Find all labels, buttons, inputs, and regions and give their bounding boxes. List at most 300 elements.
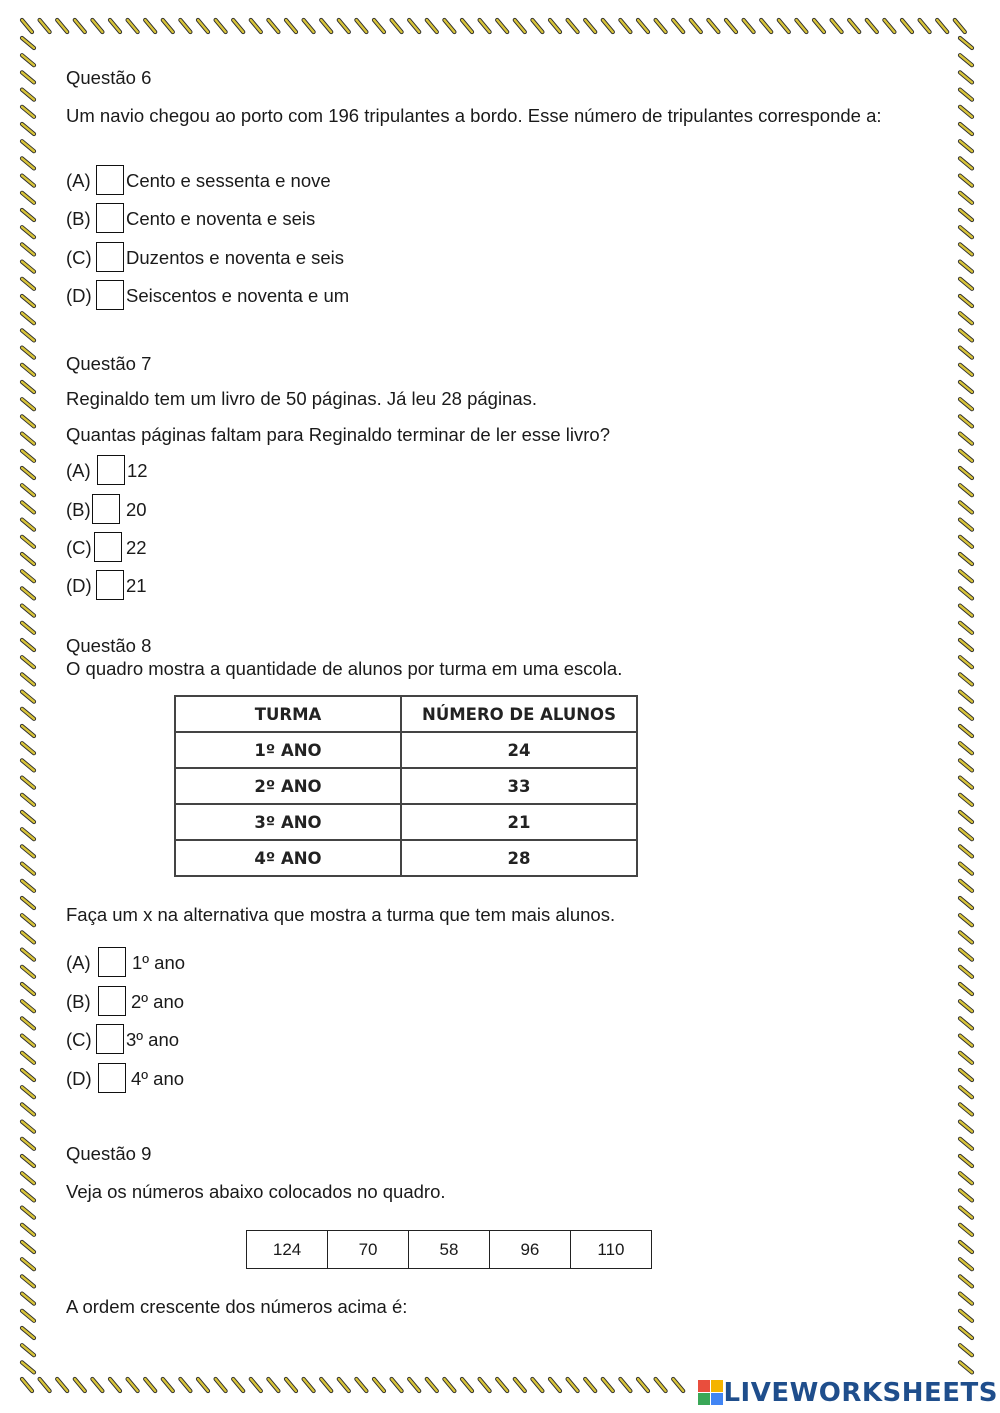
pencil-icon <box>960 485 972 495</box>
pencil-icon <box>22 554 34 564</box>
option-label: (D) <box>66 1068 92 1089</box>
answer-checkbox[interactable] <box>92 494 120 524</box>
pencil-icon <box>22 967 34 977</box>
pencil-icon <box>22 640 34 650</box>
option-text: Cento e noventa e seis <box>126 208 316 229</box>
option-text: 2º ano <box>131 991 185 1012</box>
pencil-icon <box>22 348 34 358</box>
pencil-icon <box>22 1345 34 1355</box>
pencil-icon <box>22 846 34 856</box>
table-row <box>247 1231 652 1269</box>
option-text: 22 <box>126 537 147 558</box>
pencil-icon <box>638 1379 648 1391</box>
q7-line1: Reginaldo tem um livro de 50 páginas. Já leu 28 páginas. <box>66 388 538 409</box>
pencil-icon <box>960 709 972 719</box>
pencil-icon <box>960 1328 972 1338</box>
answer-checkbox[interactable] <box>96 280 124 310</box>
liveworksheets-logo <box>698 1378 998 1408</box>
pencil-icon <box>960 1104 972 1114</box>
pencil-icon <box>22 72 34 82</box>
pencil-icon <box>960 554 972 564</box>
pencil-icon <box>814 20 824 32</box>
pencil-icon <box>462 20 472 32</box>
pencil-icon <box>22 864 34 874</box>
pencil-icon <box>960 502 972 512</box>
pencil-icon <box>22 623 34 633</box>
pencil-icon <box>22 1225 34 1235</box>
pencil-icon <box>268 1379 278 1391</box>
pencil-icon <box>603 20 613 32</box>
pencil-icon <box>22 881 34 891</box>
table-cell: 1º ANO <box>175 732 401 768</box>
table-cell: 2º ANO <box>175 768 401 804</box>
pencil-icon <box>960 210 972 220</box>
number-cell: 96 <box>489 1231 570 1269</box>
pencil-icon <box>22 502 34 512</box>
pencil-icon <box>960 382 972 392</box>
pencil-icon <box>920 20 930 32</box>
pencil-icon <box>22 20 32 32</box>
pencil-icon <box>22 692 34 702</box>
pencil-icon <box>22 468 34 478</box>
pencil-icon <box>22 141 34 151</box>
table-cell: 4º ANO <box>175 840 401 876</box>
pencil-icon <box>497 1379 507 1391</box>
option-label: (A) <box>66 170 91 191</box>
pencil-icon <box>339 1379 349 1391</box>
pencil-icon <box>22 657 34 667</box>
pencil-icon <box>960 296 972 306</box>
pencil-icon <box>656 1379 666 1391</box>
pencil-icon <box>22 1328 34 1338</box>
pencil-icon <box>22 1104 34 1114</box>
pencil-icon <box>92 20 102 32</box>
q7-title: Questão 7 <box>66 353 152 374</box>
pencil-icon <box>145 20 155 32</box>
pencil-icon <box>22 898 34 908</box>
pencil-icon <box>304 1379 314 1391</box>
pencil-icon <box>286 1379 296 1391</box>
pencil-icon <box>444 1379 454 1391</box>
pencil-icon <box>884 20 894 32</box>
pencil-icon <box>22 38 34 48</box>
pencil-icon <box>960 967 972 977</box>
pencil-icon <box>22 588 34 598</box>
answer-checkbox[interactable] <box>96 242 124 272</box>
option-text: 1º ano <box>132 952 186 973</box>
pencil-icon <box>75 20 85 32</box>
pencil-icon <box>268 20 278 32</box>
pencil-icon <box>92 1379 102 1391</box>
pencil-icon <box>22 537 34 547</box>
pencil-icon <box>960 348 972 358</box>
pencil-icon <box>22 382 34 392</box>
table-header-row <box>175 696 637 732</box>
pencil-icon <box>960 1242 972 1252</box>
pencil-icon <box>497 20 507 32</box>
pencil-icon <box>568 20 578 32</box>
pencil-icon <box>356 20 366 32</box>
pencil-icon <box>960 1001 972 1011</box>
pencil-icon <box>392 20 402 32</box>
table-row <box>175 840 637 876</box>
pencil-icon <box>22 158 34 168</box>
pencil-icon <box>22 330 34 340</box>
pencil-icon <box>180 1379 190 1391</box>
pencil-icon <box>960 1259 972 1269</box>
number-cell: 124 <box>247 1231 328 1269</box>
pencil-icon <box>960 468 972 478</box>
option-label: (B) <box>66 499 91 520</box>
pencil-icon <box>22 606 34 616</box>
pencil-icon <box>22 485 34 495</box>
option-label: (A) <box>66 460 91 481</box>
q9-title: Questão 9 <box>66 1143 152 1164</box>
pencil-icon <box>22 1139 34 1149</box>
pencil-icon <box>57 20 67 32</box>
pencil-icon <box>960 158 972 168</box>
pencil-icon <box>22 812 34 822</box>
option-text: Duzentos e noventa e seis <box>126 247 345 268</box>
pencil-icon <box>22 1036 34 1046</box>
pencil-icon <box>110 1379 120 1391</box>
pencil-icon <box>960 1225 972 1235</box>
pencil-icon <box>960 846 972 856</box>
pencil-icon <box>960 520 972 530</box>
pencil-icon <box>22 451 34 461</box>
pencil-icon <box>960 537 972 547</box>
pencil-icon <box>22 1018 34 1028</box>
numbers-table <box>246 1230 652 1269</box>
q9-prompt: A ordem crescente dos números acima é: <box>66 1296 408 1317</box>
pencil-icon <box>960 279 972 289</box>
pencil-icon <box>22 1259 34 1269</box>
pencil-icon <box>22 1070 34 1080</box>
pencil-icon <box>198 20 208 32</box>
answer-checkbox[interactable] <box>96 570 124 600</box>
pencil-icon <box>673 20 683 32</box>
pencil-icon <box>585 1379 595 1391</box>
q8-instruction: Faça um x na alternativa que mostra a turma que tem mais alunos. <box>66 904 616 925</box>
option-label: (A) <box>66 952 91 973</box>
pencil-icon <box>22 1242 34 1252</box>
pencil-icon <box>550 20 560 32</box>
pencil-icon <box>75 1379 85 1391</box>
pencil-icon <box>960 915 972 925</box>
pencil-icon <box>216 20 226 32</box>
pencil-icon <box>960 829 972 839</box>
pencil-icon <box>22 1173 34 1183</box>
pencil-icon <box>960 1087 972 1097</box>
pencil-icon <box>960 898 972 908</box>
pencil-icon <box>22 1087 34 1097</box>
pencil-icon <box>960 1208 972 1218</box>
pencil-icon <box>22 279 34 289</box>
pencil-icon <box>286 20 296 32</box>
pencil-icon <box>22 726 34 736</box>
pencil-icon <box>960 674 972 684</box>
pencil-icon <box>960 107 972 117</box>
answer-checkbox[interactable] <box>94 532 122 562</box>
pencil-icon <box>867 20 877 32</box>
pencil-icon <box>620 20 630 32</box>
table-row <box>175 732 637 768</box>
q6-title: Questão 6 <box>66 67 152 88</box>
pencil-icon <box>321 1379 331 1391</box>
pencil-icon <box>427 1379 437 1391</box>
pencil-icon <box>22 210 34 220</box>
pencil-icon <box>356 1379 366 1391</box>
pencil-icon <box>409 1379 419 1391</box>
pencil-icon <box>22 55 34 65</box>
answer-checkbox[interactable] <box>96 203 124 233</box>
pencil-icon <box>955 20 965 32</box>
pencil-icon <box>960 72 972 82</box>
pencil-icon <box>761 20 771 32</box>
pencil-icon <box>145 1379 155 1391</box>
q9-intro: Veja os números abaixo colocados no quadro. <box>66 1181 446 1202</box>
pencil-icon <box>22 674 34 684</box>
pencil-icon <box>22 709 34 719</box>
pencil-icon <box>960 399 972 409</box>
pencil-icon <box>960 38 972 48</box>
pencil-icon <box>22 90 34 100</box>
answer-checkbox[interactable] <box>96 165 124 195</box>
pencil-icon <box>22 829 34 839</box>
pencil-icon <box>849 20 859 32</box>
pencil-icon <box>691 20 701 32</box>
answer-checkbox[interactable] <box>98 1063 126 1093</box>
pencil-icon <box>960 1070 972 1080</box>
answer-checkbox[interactable] <box>98 986 126 1016</box>
option-label: (B) <box>66 208 91 229</box>
pencil-icon <box>960 778 972 788</box>
answer-checkbox[interactable] <box>98 947 126 977</box>
pencil-icon <box>22 1001 34 1011</box>
pencil-icon <box>960 1276 972 1286</box>
pencil-icon <box>304 20 314 32</box>
pencil-icon <box>656 20 666 32</box>
pencil-icon <box>22 932 34 942</box>
q7-line2: Quantas páginas faltam para Reginaldo terminar de ler esse livro? <box>66 424 610 445</box>
pencil-icon <box>960 760 972 770</box>
pencil-icon <box>233 20 243 32</box>
pencil-icon <box>960 1036 972 1046</box>
pencil-icon <box>374 20 384 32</box>
pencil-icon <box>550 1379 560 1391</box>
option-text: 3º ano <box>126 1029 180 1050</box>
pencil-icon <box>960 881 972 891</box>
table-cell: 3º ANO <box>175 804 401 840</box>
pencil-icon <box>22 743 34 753</box>
pencil-icon <box>960 244 972 254</box>
pencil-icon <box>960 726 972 736</box>
pencil-icon <box>339 20 349 32</box>
pencil-icon <box>22 915 34 925</box>
pencil-icon <box>960 451 972 461</box>
q8-intro: O quadro mostra a quantidade de alunos por turma em uma escola. <box>66 658 623 679</box>
pencil-icon <box>960 262 972 272</box>
pencil-icon <box>251 20 261 32</box>
pencil-icon <box>960 1156 972 1166</box>
pencil-icon <box>321 20 331 32</box>
pencil-icon <box>22 365 34 375</box>
pencil-icon <box>22 416 34 426</box>
q8-title: Questão 8 <box>66 635 152 656</box>
pencil-icon <box>22 984 34 994</box>
pencil-icon <box>638 20 648 32</box>
option-label: (B) <box>66 991 91 1012</box>
pencil-icon <box>40 1379 50 1391</box>
pencil-icon <box>198 1379 208 1391</box>
table-cell: 21 <box>401 804 637 840</box>
pencil-icon <box>22 227 34 237</box>
pencil-icon <box>22 1190 34 1200</box>
option-label: (C) <box>66 537 92 558</box>
option-text: 12 <box>127 460 148 481</box>
pencil-icon <box>960 1345 972 1355</box>
pencil-icon <box>568 1379 578 1391</box>
pencil-icon <box>960 743 972 753</box>
option-text: 4º ano <box>131 1068 185 1089</box>
pencil-icon <box>233 1379 243 1391</box>
pencil-icon <box>960 571 972 581</box>
pencil-icon <box>620 1379 630 1391</box>
q6-stem: Um navio chegou ao porto com 196 tripulantes a bordo. Esse número de tripulantes corresponde a: <box>66 105 882 126</box>
pencil-icon <box>603 1379 613 1391</box>
pencil-icon <box>960 1190 972 1200</box>
option-label: (C) <box>66 1029 92 1050</box>
pencil-icon <box>40 20 50 32</box>
pencil-icon <box>708 20 718 32</box>
pencil-icon <box>960 692 972 702</box>
pencil-icon <box>779 20 789 32</box>
pencil-icon <box>960 1173 972 1183</box>
pencil-icon <box>832 20 842 32</box>
pencil-icon <box>960 984 972 994</box>
pencil-icon <box>960 657 972 667</box>
pencil-icon <box>960 313 972 323</box>
number-cell: 110 <box>570 1231 651 1269</box>
pencil-icon <box>22 313 34 323</box>
pencil-icon <box>796 20 806 32</box>
option-label: (C) <box>66 247 92 268</box>
pencil-icon <box>22 795 34 805</box>
pencil-icon <box>960 1362 972 1372</box>
table-header: TURMA <box>175 696 401 732</box>
number-cell: 70 <box>328 1231 409 1269</box>
pencil-icon <box>515 20 525 32</box>
pencil-icon <box>22 107 34 117</box>
number-cell: 58 <box>409 1231 490 1269</box>
pencil-icon <box>444 20 454 32</box>
pencil-icon <box>960 55 972 65</box>
pencil-icon <box>57 1379 67 1391</box>
pencil-icon <box>480 20 490 32</box>
pencil-icon <box>532 20 542 32</box>
pencil-icon <box>251 1379 261 1391</box>
pencil-icon <box>180 20 190 32</box>
pencil-icon <box>128 1379 138 1391</box>
pencil-icon <box>480 1379 490 1391</box>
pencil-icon <box>960 90 972 100</box>
pencil-icon <box>22 296 34 306</box>
pencil-icon <box>960 812 972 822</box>
option-text: 20 <box>126 499 147 520</box>
pencil-icon <box>462 1379 472 1391</box>
pencil-icon <box>532 1379 542 1391</box>
students-table <box>174 695 638 877</box>
pencil-icon <box>902 20 912 32</box>
pencil-icon <box>128 20 138 32</box>
pencil-icon <box>22 1053 34 1063</box>
pencil-icon <box>22 1311 34 1321</box>
pencil-icon <box>163 20 173 32</box>
pencil-icon <box>22 193 34 203</box>
pencil-icon <box>744 20 754 32</box>
pencil-icon <box>22 1122 34 1132</box>
table-cell: 28 <box>401 840 637 876</box>
pencil-icon <box>673 1379 683 1391</box>
table-cell: 24 <box>401 732 637 768</box>
pencil-icon <box>960 434 972 444</box>
pencil-icon <box>960 623 972 633</box>
table-cell: 33 <box>401 768 637 804</box>
option-text: Seiscentos e noventa e um <box>126 285 350 306</box>
pencil-icon <box>585 20 595 32</box>
pencil-icon <box>22 434 34 444</box>
pencil-icon <box>960 330 972 340</box>
pencil-icon <box>960 1053 972 1063</box>
pencil-icon <box>960 640 972 650</box>
pencil-icon <box>427 20 437 32</box>
pencil-icon <box>392 1379 402 1391</box>
pencil-icon <box>22 571 34 581</box>
pencil-icon <box>960 227 972 237</box>
answer-checkbox[interactable] <box>97 455 125 485</box>
pencil-icon <box>22 950 34 960</box>
pencil-icon <box>960 1122 972 1132</box>
pencil-icon <box>960 606 972 616</box>
pencil-icon <box>960 176 972 186</box>
pencil-icon <box>22 1276 34 1286</box>
pencil-icon <box>22 1294 34 1304</box>
pencil-icon <box>409 20 419 32</box>
pencil-icon <box>960 795 972 805</box>
table-row <box>175 804 637 840</box>
pencil-icon <box>22 1379 32 1391</box>
pencil-icon <box>22 520 34 530</box>
pencil-icon <box>960 1311 972 1321</box>
option-text: 21 <box>126 575 147 596</box>
pencil-icon <box>960 365 972 375</box>
pencil-icon <box>960 124 972 134</box>
logo-mark-icon <box>698 1380 719 1406</box>
pencil-icon <box>22 1208 34 1218</box>
pencil-icon <box>960 1018 972 1028</box>
option-label: (D) <box>66 575 92 596</box>
pencil-icon <box>374 1379 384 1391</box>
pencil-icon <box>163 1379 173 1391</box>
option-label: (D) <box>66 285 92 306</box>
pencil-icon <box>22 1362 34 1372</box>
pencil-icon <box>22 1156 34 1166</box>
table-row <box>175 768 637 804</box>
pencil-icon <box>22 244 34 254</box>
answer-checkbox[interactable] <box>96 1024 124 1054</box>
pencil-icon <box>22 262 34 272</box>
pencil-icon <box>216 1379 226 1391</box>
